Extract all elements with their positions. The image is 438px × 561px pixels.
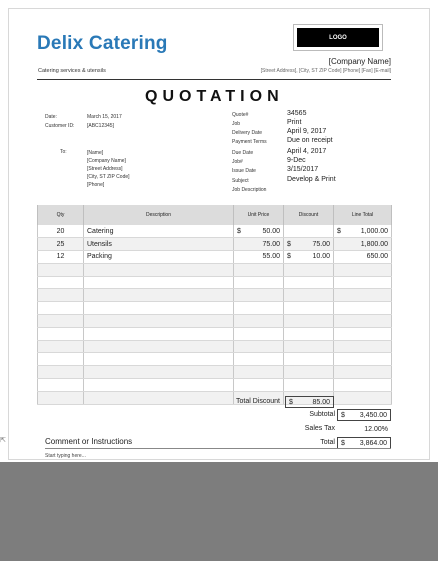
quote-number-value[interactable]: 34565 xyxy=(287,110,307,117)
qty-value: 12 xyxy=(56,253,65,261)
line-total-value: 1,800.00 xyxy=(360,240,388,248)
date-value[interactable]: March 15, 2017 xyxy=(87,114,122,120)
line-total-cell[interactable] xyxy=(334,289,392,302)
table-row xyxy=(38,225,392,238)
comments-divider xyxy=(45,448,391,449)
currency-symbol: $ xyxy=(341,411,345,419)
currency-symbol: $ xyxy=(289,398,293,406)
comments-input[interactable]: Start typing here... xyxy=(45,453,86,459)
qty-cell[interactable] xyxy=(38,289,84,302)
company-address[interactable]: [Street Address], [City, ST ZIP Code] [Phone] [Fax] [E-mail] xyxy=(260,68,391,74)
brand-name: Delix Catering xyxy=(37,33,168,54)
to-label: To: xyxy=(60,149,67,155)
subject-label: Subject xyxy=(232,178,249,184)
logo-label: LOGO xyxy=(297,28,379,47)
discount-cell[interactable] xyxy=(284,366,334,379)
line-total-cell[interactable] xyxy=(334,238,392,251)
delivery-date-value[interactable]: April 9, 2017 xyxy=(287,128,327,135)
discount-cell[interactable] xyxy=(284,276,334,289)
empty-workspace xyxy=(0,462,438,561)
description-cell[interactable] xyxy=(84,353,234,366)
unit-price-cell[interactable] xyxy=(234,315,284,328)
sales-tax-cell[interactable] xyxy=(337,423,391,435)
description-cell[interactable] xyxy=(84,366,234,379)
table-header-row xyxy=(38,205,392,225)
subtotal-cell[interactable] xyxy=(337,409,391,421)
description-value: Utensils xyxy=(87,240,112,248)
discount-cell[interactable] xyxy=(284,251,334,264)
payment-terms-label: Payment Terms xyxy=(232,139,267,145)
date-label: Date: xyxy=(45,114,57,120)
total-discount-value: 85.00 xyxy=(312,398,330,406)
recipient-line: [City, ST ZIP Code] xyxy=(87,174,130,180)
line-total-cell[interactable] xyxy=(334,366,392,379)
qty-value: 20 xyxy=(56,227,65,235)
description-cell[interactable] xyxy=(84,327,234,340)
table-row xyxy=(38,327,392,340)
qty-cell[interactable] xyxy=(38,251,84,264)
brand-tagline: Catering services & utensils xyxy=(38,68,106,74)
row-marker: ⇱ xyxy=(0,436,6,444)
header-divider xyxy=(37,79,391,80)
unit-price-value: 55.00 xyxy=(262,253,280,261)
customer-id-value[interactable]: [ABC12345] xyxy=(87,123,114,129)
qty-cell[interactable] xyxy=(38,238,84,251)
recipient-line: [Company Name] xyxy=(87,158,126,164)
discount-value: 75.00 xyxy=(312,240,330,248)
table-row xyxy=(38,263,392,276)
description-header: Description xyxy=(84,205,234,225)
due-date-label: Due Date xyxy=(232,150,254,156)
line-total-cell[interactable] xyxy=(334,340,392,353)
subtotal-value: 3,450.00 xyxy=(359,411,387,419)
sales-tax-value: 12.00% xyxy=(364,425,388,433)
table-row xyxy=(38,238,392,251)
line-total-cell[interactable] xyxy=(334,315,392,328)
qty-cell[interactable] xyxy=(38,327,84,340)
qty-value: 25 xyxy=(56,240,65,248)
discount-cell[interactable] xyxy=(284,302,334,315)
line-total-value: 650.00 xyxy=(366,253,388,261)
recipient-block[interactable] xyxy=(87,149,130,189)
table-row xyxy=(38,302,392,315)
description-cell[interactable] xyxy=(84,251,234,264)
unit-price-cell[interactable] xyxy=(234,327,284,340)
line-total-cell[interactable] xyxy=(334,225,392,238)
payment-terms-value[interactable]: Due on receipt xyxy=(287,137,333,144)
discount-cell[interactable] xyxy=(284,289,334,302)
description-cell[interactable] xyxy=(84,379,234,392)
discount-cell[interactable] xyxy=(284,225,334,238)
unit-price-cell[interactable] xyxy=(234,276,284,289)
discount-cell[interactable] xyxy=(284,238,334,251)
table-row xyxy=(38,379,392,392)
unit-price-value: 50.00 xyxy=(262,227,280,235)
table-row xyxy=(38,353,392,366)
currency-symbol: $ xyxy=(237,227,241,235)
qty-cell[interactable] xyxy=(38,379,84,392)
unit-price-cell[interactable] xyxy=(234,238,284,251)
qty-cell[interactable] xyxy=(38,225,84,238)
line-total-value: 1,000.00 xyxy=(360,227,388,235)
unit-price-cell[interactable] xyxy=(234,251,284,264)
quote-number-label: Quote# xyxy=(232,112,249,118)
discount-cell[interactable] xyxy=(284,340,334,353)
unit-price-value: 75.00 xyxy=(262,240,280,248)
table-row xyxy=(38,366,392,379)
discount-cell[interactable] xyxy=(284,327,334,340)
sales-tax-label: Sales Tax xyxy=(304,425,335,432)
table-row xyxy=(38,289,392,302)
line-total-header: Line Total xyxy=(334,205,392,225)
logo-placeholder[interactable] xyxy=(293,24,383,51)
discount-cell[interactable] xyxy=(284,353,334,366)
qty-cell[interactable] xyxy=(38,263,84,276)
table-row xyxy=(38,276,392,289)
qty-cell[interactable] xyxy=(38,302,84,315)
description-cell[interactable] xyxy=(84,340,234,353)
due-date-value[interactable]: April 4, 2017 xyxy=(287,148,327,155)
qty-cell[interactable] xyxy=(38,391,84,404)
issue-date-label: Issue Date xyxy=(232,168,256,174)
unit-price-header: Unit Price xyxy=(234,205,284,225)
description-cell[interactable] xyxy=(84,276,234,289)
table-row xyxy=(38,315,392,328)
customer-id-label: Customer ID: xyxy=(45,123,75,129)
line-items-table xyxy=(37,205,392,405)
description-value: Packing xyxy=(87,253,112,261)
currency-symbol: $ xyxy=(337,227,341,235)
line-total-cell[interactable] xyxy=(334,251,392,264)
line-total-cell[interactable] xyxy=(334,391,392,404)
unit-price-cell[interactable] xyxy=(234,302,284,315)
currency-symbol: $ xyxy=(287,253,291,261)
company-name[interactable]: [Company Name] xyxy=(328,57,391,66)
line-total-cell[interactable] xyxy=(334,263,392,276)
recipient-line: [Name] xyxy=(87,150,104,156)
recipient-line: [Street Address] xyxy=(87,166,123,172)
table-row xyxy=(38,251,392,264)
subject-value[interactable]: Develop & Print xyxy=(287,176,336,183)
line-total-cell[interactable] xyxy=(334,353,392,366)
unit-price-cell[interactable] xyxy=(234,263,284,276)
job-number-value[interactable]: 9-Dec xyxy=(287,157,306,164)
unit-price-cell[interactable] xyxy=(234,366,284,379)
description-cell[interactable] xyxy=(84,238,234,251)
discount-header: Discount xyxy=(284,205,334,225)
currency-symbol: $ xyxy=(287,240,291,248)
total-discount-cell[interactable] xyxy=(285,396,334,408)
total-discount-label: Total Discount xyxy=(236,398,280,405)
issue-date-value[interactable]: 3/15/2017 xyxy=(287,166,319,173)
qty-cell[interactable] xyxy=(38,315,84,328)
job-number-label: Job# xyxy=(232,159,243,165)
qty-cell[interactable] xyxy=(38,276,84,289)
total-label: Total xyxy=(320,439,335,446)
qty-header: Qty xyxy=(38,205,84,225)
discount-value: 10.00 xyxy=(312,253,330,261)
grand-total-value: 3,864.00 xyxy=(359,439,387,447)
job-label: Job xyxy=(232,121,241,127)
qty-cell[interactable] xyxy=(38,353,84,366)
currency-symbol: $ xyxy=(341,439,345,447)
recipient-line: [Phone] xyxy=(87,182,105,188)
discount-cell[interactable] xyxy=(284,263,334,276)
discount-cell[interactable] xyxy=(284,379,334,392)
job-description-label: Job Description xyxy=(232,187,267,193)
description-cell[interactable] xyxy=(84,302,234,315)
qty-cell[interactable] xyxy=(38,366,84,379)
description-cell[interactable] xyxy=(84,263,234,276)
delivery-date-label: Delivery Date xyxy=(232,130,263,136)
qty-cell[interactable] xyxy=(38,340,84,353)
line-total-cell[interactable] xyxy=(334,327,392,340)
job-value[interactable]: Print xyxy=(287,119,302,126)
line-total-cell[interactable] xyxy=(334,276,392,289)
unit-price-cell[interactable] xyxy=(234,353,284,366)
table-row xyxy=(38,340,392,353)
line-total-cell[interactable] xyxy=(334,302,392,315)
description-cell[interactable] xyxy=(84,315,234,328)
subtotal-label: Subtotal xyxy=(309,411,335,418)
unit-price-cell[interactable] xyxy=(234,340,284,353)
unit-price-cell[interactable] xyxy=(234,379,284,392)
document-title: QUOTATION xyxy=(145,88,284,105)
unit-price-cell[interactable] xyxy=(234,289,284,302)
discount-cell[interactable] xyxy=(284,315,334,328)
line-total-cell[interactable] xyxy=(334,379,392,392)
comments-title: Comment or Instructions xyxy=(45,437,133,446)
description-cell[interactable] xyxy=(84,289,234,302)
unit-price-cell[interactable] xyxy=(234,225,284,238)
description-cell[interactable] xyxy=(84,225,234,238)
description-value: Catering xyxy=(87,227,114,235)
